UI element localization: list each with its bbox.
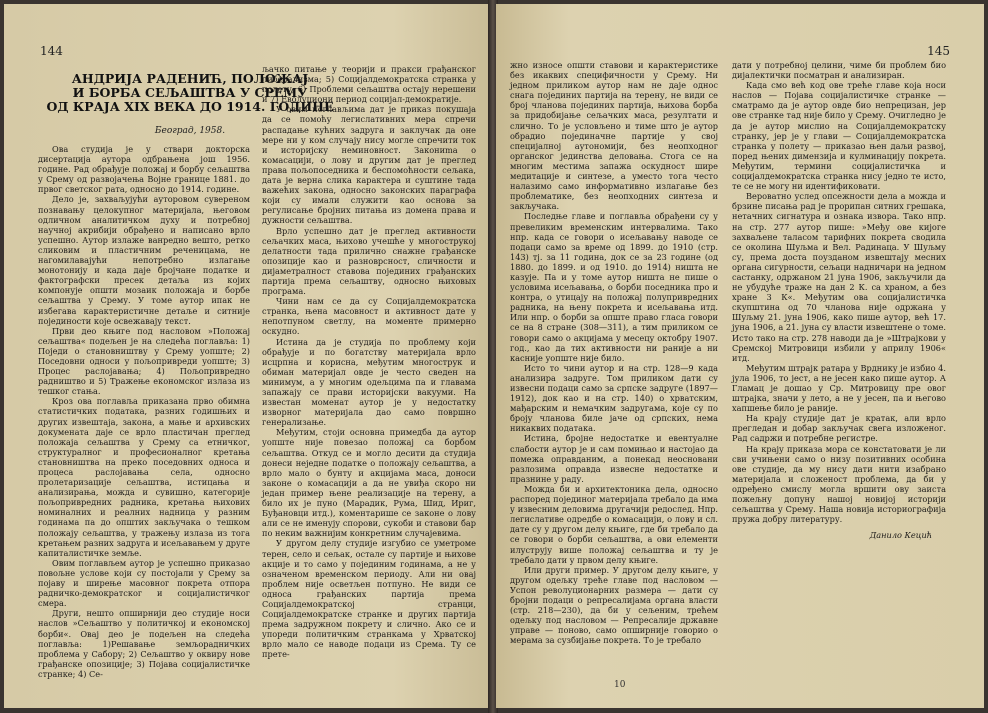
page-number-left: 144	[40, 44, 63, 58]
footer-number: 10	[614, 680, 626, 690]
title-line-3: ОД КРАЈА XIX ВЕКА ДО 1914. ГОДИНЕ	[46, 99, 334, 114]
left-column-2	[262, 64, 476, 684]
title-line-2: И БОРБА СЕЉАШТВА У СРЕМУ	[72, 85, 308, 100]
paragraph: Кроз ова поглавља приказана прво обимна статистичких података, разних годишњих и других извештаја, закона, а мање и архивских докумената даје се врло пластичан преглед положаја сељаштва у Срему са етничког, структуралног и професионалног кретања становништва на преко поседовних односа и процеса раслојавања села, односно пролетаризације сељаштва, истицања и анализирања, можда и сувишно, категорије пољопривредних радника, кретања њихових номиналних и реалних надница у разним годинама па до општих закључака о тешком положају сељаштва, у тражењу излаза из тога кретањем разних задруга и исељавањем у друге капиталистичке земље.	[38, 396, 250, 558]
paragraph: Истина, бројне недостатке и евентуалне слабости аутор је и сам помињао и настојао да помежа оправданим, а понекад неосновани разлозима оправда извесне недостатке и празнине у раду.	[510, 433, 718, 484]
page-number-right: 145	[927, 44, 950, 58]
right-column-1	[510, 60, 718, 668]
paragraph: Вероватно услед опсежности дела а можда и брзине писања рад је прорипан ситних грешака, нетачних сигнатура и ознака извора. Тако нпр. на стр. 277 аутор пише: »Међу ове кијоге захваљене таласом тарифних покрета сводила се околина Шуљма и Вел. Радинаца. У Шуљму су, према доста поузданом извештају месних органа сигурности, сељаци надничари на једном састанку, одржаном 21 јуна 1906, закључили да не убудуће траже на дан 2 К. са храном, а без хране 3 К«. Међутим ова социјалистичка скупштина од 70 чланова није одржана у Шуљму 21. јуна 1906, како пише аутор, већ 17. јуна 1906, а 21. јуна су власти извештене о томе. Исто тако на стр. 278 наводи да је »Штрајкови у Сремској Митровици избили у априлу 1906« итд.	[732, 191, 946, 363]
publication-place: Београд, 1958.	[154, 126, 226, 136]
author-signature: Данило Кецић	[869, 530, 932, 541]
paragraph: Ова студија је у ствари докторска дисертација аутора одбрањена још 1956. године. Рад обрађује положај и борбу сељаштва у Срему од развојачења Војне границе 1881. до првог светског рата, односно до 1914. године.	[38, 144, 250, 195]
paragraph: У овим поглављима дат је приказ покушаја да се помоћу легислативних мера спречи распадање кућних задруга и заклучак да оне мере ни у ком случају нису могле спречити ток и историјску неминовност. Закониma о комасацији, о лову и другим дат је преглед права пољопоседника и беспомоћности сељака, дата је верна слика карактера и суштине тада важећих закона, односно законских параграфа који су имали служити као основа за регулисање бројних питања из домена права и дужности сељаштва.	[262, 104, 476, 226]
left-column-1	[38, 144, 250, 684]
paragraph: Дело је, захваљујући ауторовом сувереном познавању целокупног материјала, његовом одличном аналитичком духу и потребној научној акрибији обрађено и написано врло успешно. Аутор излаже ванредно вешто, ретко сликовим и пластичним реченицама, не нагомилавајући непотребно излагање монотонију и када даје бројчане податке и фактографски пресек детаља из којих компонује општи мозаик положаја и борбе сељаштва у Срему. У томе аутор ипак не избегава карактеристичне детаље и ситније појединости које освежавају текст.	[38, 194, 250, 326]
paragraph: Или други пример. У другом делу књиге, у другом одељку треће главе под насловом — Успон револуционарних размера — дати су бројни подаци о репресалијама органа власти (стр. 218—230), да би у сељеним, трећем одељку под насловом — Репресалије државне управе — поново, само опширније говорио о мерама за сузбијање покрета. То је требало	[510, 564, 718, 646]
paragraph: Истина да је студија по проблему који обрађује и по богатству материјала врло исцрпна и корисна, међутим многострук и обиман материјал овде је често сведен на минимум, а у многим одељцима па и главама запажају се прави историјски вакууми. На известан моменат аутор је у недостатку изворног материјала дао само површно генерализање.	[262, 336, 476, 428]
paragraph: љачко питање у теорији и пракси грађанског либерализма; 5) Социјалдемократска странка у полету; 6) Проблеми сељаштва остају нерешени и 7) Еволуциони период социјал-демократије.	[262, 64, 476, 105]
right-column-2	[732, 60, 946, 668]
paragraph: дати у потребној целини, чиме би проблем био дијалектички посматран и анализиран.	[732, 60, 946, 81]
paragraph: На крају студије дат је кратак, али врло прегледан и добар закључак свега изложеног. Рад садржи и потребне регистре.	[732, 413, 946, 444]
paragraph: Када смо већ код ове треће главе која носи наслов — Појава социјалистичке странке — сматрамо да је аутор овде био непрецизан, јер ове странке тад није било у Срему. Очигледно је да је аутор мислио на Социјалдемократску странку, јер је у глави — Социјалдемократска странка у полету — приказао њен даљи развој, поред њених димензија и кулминацију покрета. Међутим, термини социјалистичка и социјалдемократска странка нису једно те исто, те се не могу ни идентификовати.	[732, 80, 946, 192]
paragraph: Можда би и архитектоника дела, односно распоред појединог материјала требало да има у извесним деловима другачији редослед. Нпр. легислативе одредбе о комасацији, о лову и сл. дате су у другом делу књиге, где би требало да се говори о борби сељаштва, а ови елементи илуструју више положај сељаштва и ту је требало дати у првом делу књиге.	[510, 483, 718, 565]
paragraph: Овим поглављем аутор је успешно приказао повољне услове који су постојали у Срему за појаву и ширење масовног покрета отпора радничко-демократског и социјалистичког смера.	[38, 557, 250, 609]
left-page	[4, 4, 490, 708]
paragraph: Међутим штрајк ратара у Врднику је избио 4. јула 1906, то јест, а не јесен како пише аутор. А Гламац је дошао у Ср. Митровицу пре овог штрајка, значи у лето, а не у јесен, па и његово хапшење било је раније.	[732, 362, 946, 414]
paragraph: Чини нам се да су Социјалдемократска странка, њена масовност и активност дате у непотпуном светлу, на моменте примерно оскудно.	[262, 296, 476, 337]
right-page	[496, 4, 984, 708]
paragraph: Исто то чини аутор и на стр. 128—9 када анализира задруге. Том приликом дати су извесни подаци само за српске задруге (1897—1912), док као и на стр. 140) о хрватским, мађарским и немачким задругама, које су по броју чланова биле јаче од српских, нема никаквих података.	[510, 362, 718, 434]
paragraph: У другом делу студије изгубио се уметроме терен, село и сељак, остале су партије и њихове акције и то само у појединим годинама, а не у означеном временском периоду. Али ни овај проблем није осветљен потпуно. Не види се односа грађанских партија према Социјалдемократској странци, Социјалдемократске странке и других партија према задружном покрету и слично. Ако се и упореди политичким странкама у Хрватској врло мало се наводе подаци из Срема. Ту се прете-	[262, 538, 476, 660]
paragraph: Врло успешно дат је преглед активности сељачких маса, њихово учешће у многострукој делатности тада прилично снажне грађанске опозиције као и разноврсност, сличности и дијаметралност ставова појединих грађанских партија према сељаштву, односно њиховых програма.	[262, 225, 476, 297]
paragraph: Последње главе и поглавља обрађени су у превеликим временским интервалима. Тако нпр. када се говори о исељавању наводе се подаци само за време од 1899. до 1910 (стр. 143) тј. за 11 година, док се за 23 године (од 1880. до 1899. и од 1910. до 1914) ништа не казује. Па и у томе аутор ништа не пише о условима исељавања, о борби поседника про и контра, о утицају на положај полупривредних радника, на њену покрета и исељавања итд. Или нпр. о борби за опште право гласа говори се на 8 стране (308—311), а тим приликом се говори само о акцијама у месецу октобру 1907. год., као да тих активности ни раније а ни касније уопште није било.	[510, 211, 718, 363]
paragraph: Други, нешто опширнији део студије носи наслов »Сељаштво у политичкој и економској борби«. Овај део је подељен на следећа поглавља: 1)Решавање земљорадничких проблема у Сабору; 2) Сељаштво у оквиру нове грађанске опозиције; 3) Појава социјалистичке странке; 4) Се-	[38, 608, 250, 679]
paragraph: Први део књиге под насловом »Положај сељаштва« подељен је на следећа поглавља: 1) Поједи о становништву у Срему уопште; 2) Поседовни односи у пољопривреди уопште; 3) Процес раслојавања; 4) Пољопривредно радништво и 5) Тражење економског излаза из тешког стања.	[38, 325, 250, 397]
paragraph: Међутим, стоји основна примедба да аутор уопште није повезао положај са борбом сељаштва. Откуд се и могло десити да студија донеси неједне податке о положају сељаштва, а врло мало о бунту и акцијама маса, доноси законе о комасацији а да не увиђа скоро ни један пример њене реализације на терену, а било их је пуно (Марадик, Рума, Шид, Ириг, Буђановци итд.), коментарише се законе о лову али се не именују спорови, сукоби и ставови бар по неким важнијим конкретним случајевима.	[262, 427, 476, 539]
paragraph: жно износе општи ставови и карактеристике без икаквих специфичности у Срему. Ни једном приликом аутор нам не даје однос снага појединих партија на терену, не види се број чланова појединих партија, њихова борба за придобијање сељачких маса, резултати и слично. То је условљено и тиме што је аутор обрадио појединачне партије у свој специјалној аутономији, без неопходног органског јединства деловања. Стога се на многим местима запажа оскудност шире медитације и синтезе, а уместо тога често налазимо само информативно излагање без проблематике, без неопходних синтеза и закључака.	[510, 60, 718, 212]
title-line-1: АНДРИЈА РАДЕНИЋ, ПОЛОЖАЈ	[71, 71, 309, 86]
paragraph: На крају приказа мора се констатовати је ли сви учињени само о низу позитивних особина ове студије, да му нису дати нити изабрано материјала и сложеност проблема, да би у одређено смислу могла вршити ову заиста пожељну допуну нашој новијој историји сељаштва у Срему. Наша новија историографија пружа добру литературу.	[732, 443, 946, 525]
